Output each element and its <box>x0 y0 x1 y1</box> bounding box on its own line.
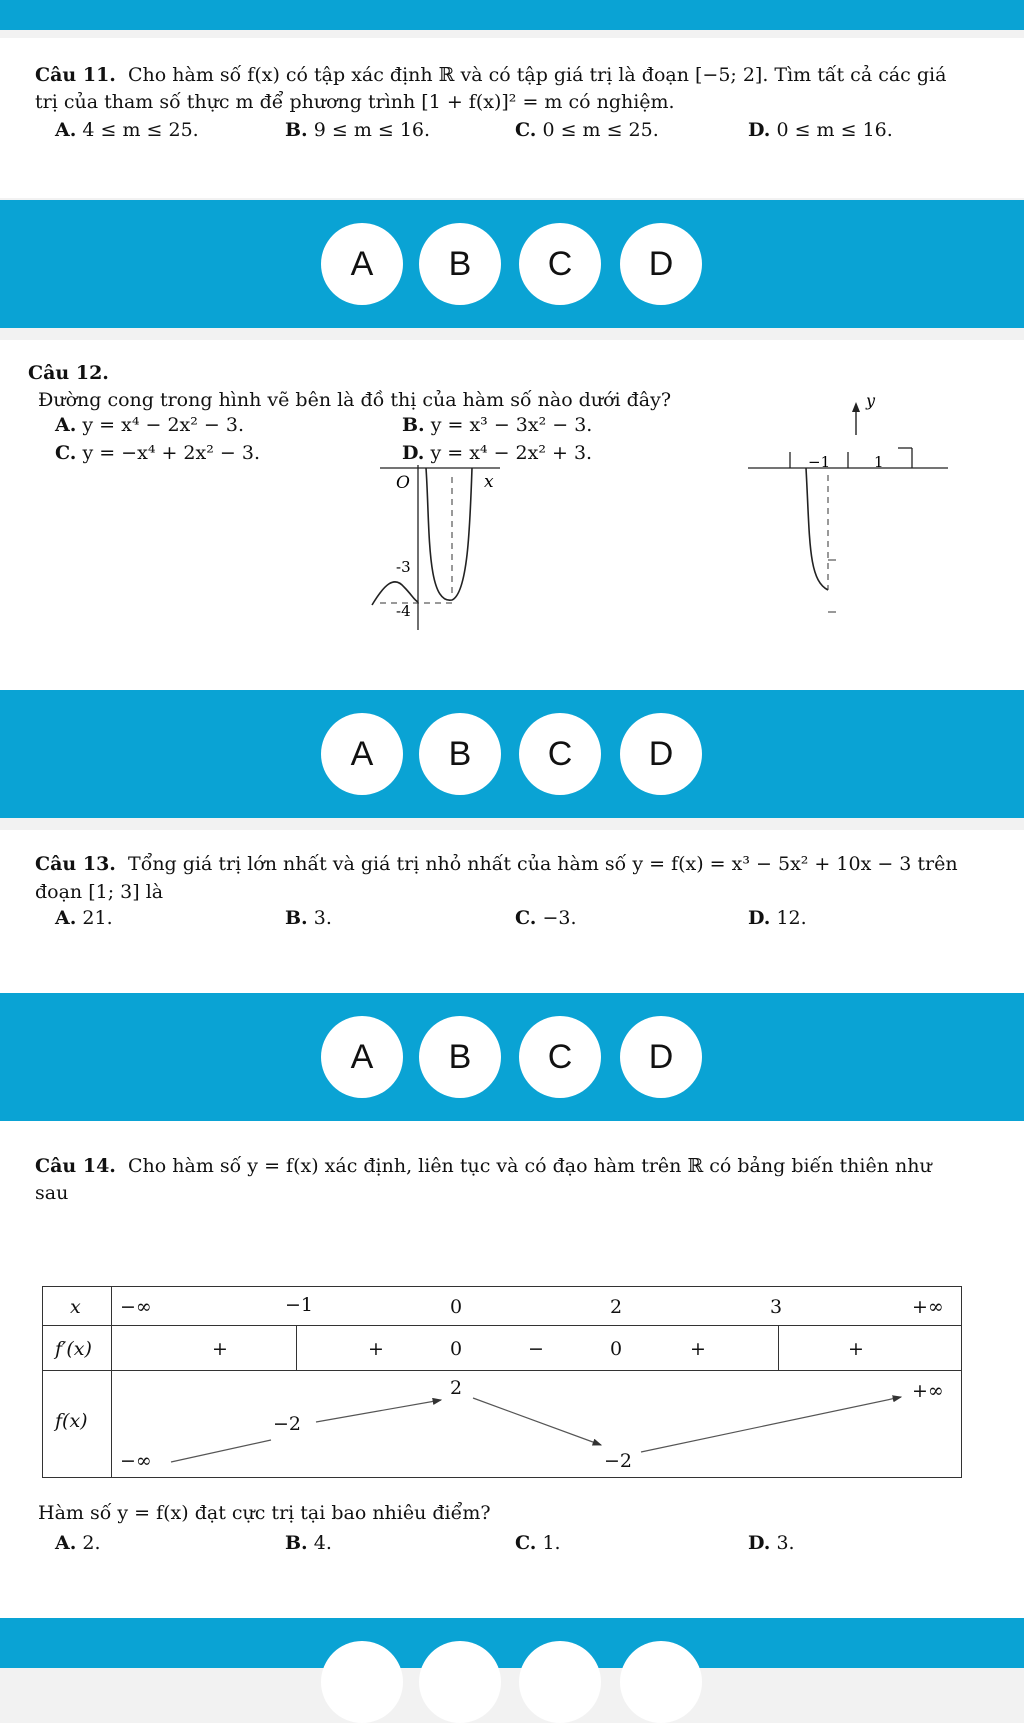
q11-answer-d-button[interactable]: D <box>620 223 702 305</box>
q13-answer-c-button[interactable]: C <box>519 1016 601 1098</box>
side-y-label: y <box>866 391 876 410</box>
q14-answer-d-button[interactable] <box>620 1641 702 1723</box>
q14-answer-b-button[interactable] <box>419 1641 501 1723</box>
q13-line1 <box>35 851 958 878</box>
table-row-fp-label: f′(x) <box>55 1338 92 1360</box>
q14-option-d: D. 3. <box>748 1532 795 1554</box>
q12-option-c: C. y = −x⁴ + 2x² − 3. <box>55 442 260 464</box>
q13-option-c: C. −3. <box>515 907 577 929</box>
q14-option-a: A. 2. <box>55 1532 101 1554</box>
q12-graph-side <box>748 390 958 620</box>
q12-answer-a-button[interactable]: A <box>321 713 403 795</box>
table-fp-value: + <box>848 1338 864 1360</box>
graph-tick-neg3: -3 <box>396 558 411 576</box>
table-row-x-label: x <box>70 1296 81 1318</box>
side-tick-1: 1 <box>874 453 884 471</box>
q11-option-d: D. 0 ≤ m ≤ 16. <box>748 119 893 141</box>
table-x-value: 3 <box>770 1296 783 1318</box>
q11-line1 <box>35 62 946 89</box>
table-fp-value: 0 <box>450 1338 463 1360</box>
q13-answer-b-button[interactable]: B <box>419 1016 501 1098</box>
q12-label: Câu 12. <box>28 362 109 384</box>
answer-band-q13 <box>0 993 1024 1121</box>
table-f-value: −2 <box>604 1450 633 1472</box>
graph-curve <box>372 582 418 605</box>
q13-line2: đoạn [1; 3] là <box>35 881 164 903</box>
q14-option-c: C. 1. <box>515 1532 561 1554</box>
q14-answer-a-button[interactable] <box>321 1641 403 1723</box>
q11-answer-c-button[interactable]: C <box>519 223 601 305</box>
table-fp-value: 0 <box>610 1338 623 1360</box>
q14-option-b: B. 4. <box>285 1532 332 1554</box>
q11-option-c: C. 0 ≤ m ≤ 25. <box>515 119 659 141</box>
q14-answer-c-button[interactable] <box>519 1641 601 1723</box>
q13-option-a: A. 21. <box>55 907 113 929</box>
arrow-up-1 <box>171 1440 271 1462</box>
q12-option-b: B. y = x³ − 3x² − 3. <box>402 414 593 436</box>
q11-text-2: trị của tham số thực m để phương trình [1 + f(x)]² = m có nghiệm. <box>35 91 675 113</box>
table-fp-value: + <box>690 1338 706 1360</box>
q14-text-1: Cho hàm số y = f(x) xác định, liên tục và có đạo hàm trên ℝ có bảng biến thiên như <box>128 1155 932 1177</box>
answer-band-q11 <box>0 200 1024 328</box>
table-fp-value: − <box>528 1338 544 1360</box>
q11-label: Câu 11. <box>35 64 116 86</box>
q13-option-b: B. 3. <box>285 907 332 929</box>
q12-option-d: D. y = x⁴ − 2x² + 3. <box>402 442 593 464</box>
table-f-value: 2 <box>450 1377 463 1399</box>
graph-tick-neg4: -4 <box>396 602 411 620</box>
q12-answer-c-button[interactable]: C <box>519 713 601 795</box>
arrow-down <box>473 1398 601 1445</box>
table-x-value: +∞ <box>912 1296 944 1318</box>
graph-origin-label: O <box>396 473 410 493</box>
table-row-f-label: f(x) <box>55 1410 88 1432</box>
q14-line1 <box>35 1153 932 1180</box>
q12-answer-b-button[interactable]: B <box>419 713 501 795</box>
q11-line2 <box>35 89 675 116</box>
table-x-value: −∞ <box>120 1296 152 1318</box>
table-fp-value: + <box>368 1338 384 1360</box>
arrow-up-2 <box>316 1400 441 1422</box>
q14-line2: sau <box>35 1182 69 1204</box>
q12-graph-main <box>360 465 520 635</box>
table-x-value: −1 <box>285 1294 314 1316</box>
table-f-value: −2 <box>273 1413 302 1435</box>
q14-label: Câu 14. <box>35 1155 116 1177</box>
q11-answer-b-button[interactable]: B <box>419 223 501 305</box>
graph-x-label: x <box>484 472 494 492</box>
q12-answer-d-button[interactable]: D <box>620 713 702 795</box>
q11-text-1: Cho hàm số f(x) có tập xác định ℝ và có tập giá trị là đoạn [−5; 2]. Tìm tất cả các giá <box>128 64 947 86</box>
table-f-value: −∞ <box>120 1450 152 1472</box>
side-tick-neg1: −1 <box>808 453 831 471</box>
q12-question: Đường cong trong hình vẽ bên là đồ thị của hàm số nào dưới đây? <box>38 389 672 411</box>
answer-band-q12 <box>0 690 1024 818</box>
q13-answer-a-button[interactable]: A <box>321 1016 403 1098</box>
side-curve <box>806 468 828 590</box>
top-band <box>0 0 1024 30</box>
graph-curve-right <box>426 468 472 600</box>
table-fp-value: + <box>212 1338 228 1360</box>
answer-band-q14 <box>0 1618 1024 1668</box>
side-arrow-head <box>852 402 860 412</box>
q13-option-d: D. 12. <box>748 907 807 929</box>
arrow-up-3 <box>641 1397 901 1452</box>
table-x-value: 2 <box>610 1296 623 1318</box>
q13-text-1: Tổng giá trị lớn nhất và giá trị nhỏ nhất của hàm số y = f(x) = x³ − 5x² + 10x − 3 trên <box>128 853 958 875</box>
table-f-value: +∞ <box>912 1380 944 1402</box>
q13-answer-d-button[interactable]: D <box>620 1016 702 1098</box>
q14-question: Hàm số y = f(x) đạt cực trị tại bao nhiêu điểm? <box>38 1502 491 1524</box>
q11-option-a: A. 4 ≤ m ≤ 25. <box>55 119 199 141</box>
q12-option-a: A. y = x⁴ − 2x² − 3. <box>55 414 245 436</box>
q13-label: Câu 13. <box>35 853 116 875</box>
q12-label-line <box>28 360 109 387</box>
table-x-value: 0 <box>450 1296 463 1318</box>
q11-option-b: B. 9 ≤ m ≤ 16. <box>285 119 431 141</box>
q11-answer-a-button[interactable]: A <box>321 223 403 305</box>
table-arrows <box>111 1370 961 1478</box>
